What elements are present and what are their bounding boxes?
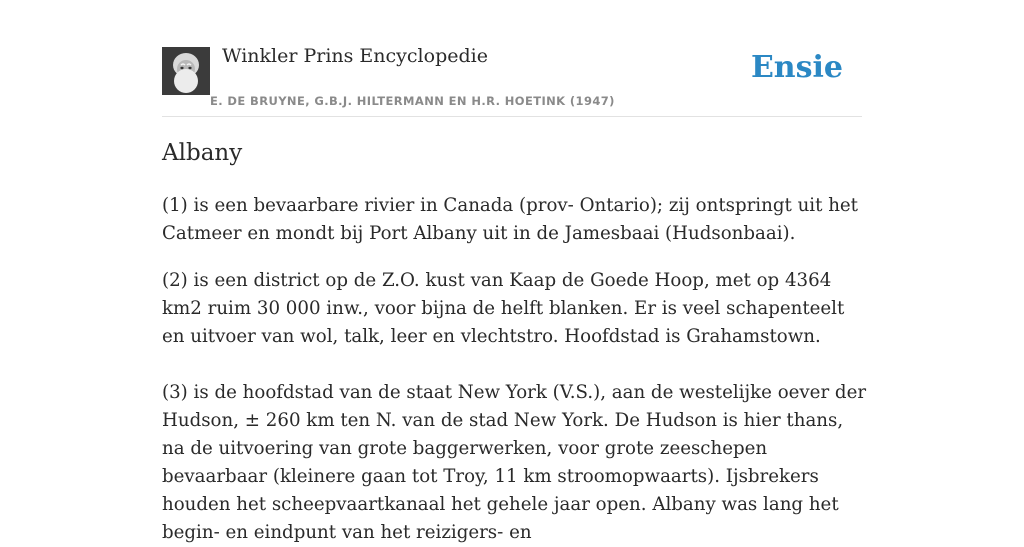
- author-avatar: [162, 47, 210, 95]
- site-header: [162, 0, 862, 117]
- publication-authors: E. DE BRUYNE, G.B.J. HILTERMANN EN H.R. HOETINK (1947): [210, 94, 615, 108]
- article-paragraph-2: (2) is een district op de Z.O. kust van Kaap de Goede Hoop, met op 4364 km2 ruim 30 000 inw., voor bijna de helft blanken. Er is veel schapenteelt en uitvoer van wol, talk, leer en vlechtstro. Hoofdstad is Grahamstown.: [162, 270, 845, 347]
- publication-title[interactable]: Winkler Prins Encyclopedie: [222, 45, 488, 67]
- article-paragraph-1: (1) is een bevaarbare rivier in Canada (prov- Ontario); zij ontspringt uit het Catmeer en mondt bij Port Albany uit in de Jamesbaai (Hudsonbaai).: [162, 195, 858, 244]
- article-body: [162, 192, 867, 547]
- author-portrait-icon: [162, 47, 210, 95]
- article-title: Albany: [162, 140, 243, 166]
- ensie-logo[interactable]: Ensie: [750, 50, 843, 85]
- article-paragraph-3: (3) is de hoofdstad van de staat New York (V.S.), aan de westelijke oever der Hudson, ± 260 km ten N. van de stad New York. De Hudson is hier thans, na de uitvoering van grote baggerwerken, voor grote zeeschepen bevaarbaar (kleinere gaan tot Troy, 11 km stroomopwaarts). Ijsbrekers houden het scheepvaartkanaal het gehele jaar open. Albany was lang het begin- en eindpunt van het reizigers- en: [162, 382, 867, 543]
